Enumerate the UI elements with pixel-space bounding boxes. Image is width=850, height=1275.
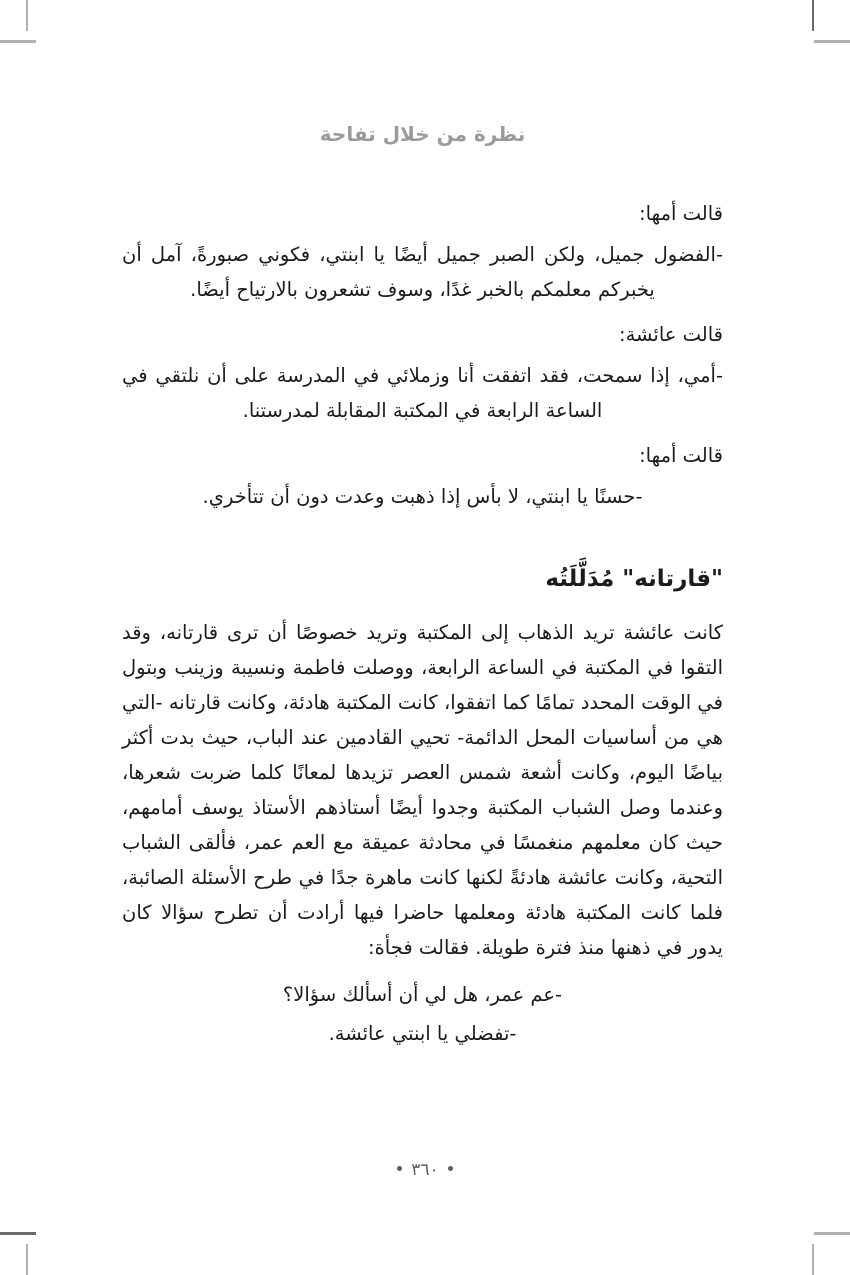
crop-mark-top-right-horizontal: [814, 40, 850, 43]
crop-mark-bottom-right-horizontal: [814, 1232, 850, 1235]
crop-mark-bottom-left-horizontal: [0, 1232, 36, 1235]
speech-paragraph: -أمي، إذا سمحت، فقد اتفقت أنا وزملائي في المدرسة على أن نلتقي في الساعة الرابعة في المكتبة المقابلة لمدرستنا.: [122, 364, 723, 422]
speech-paragraph: -الفضول جميل، ولكن الصبر جميل أيضًا يا ابنتي، فكوني صبورةً، آمل أن يخبركم معلمكم بالخبر غدًا، وسوف تشعرون بالارتياح أيضًا.: [122, 243, 723, 301]
crop-mark-top-right-vertical: [812, 0, 814, 31]
section-heading: "قارتانه" مُدَلَّلَتُه: [545, 566, 723, 592]
crop-mark-bottom-right-vertical: [812, 1244, 814, 1275]
running-header: نظرة من خلال تفاحة: [319, 122, 526, 146]
folio: [0, 1160, 850, 1180]
speech-paragraph: -عم عمر، هل لي أن أسألك سؤالا؟: [282, 982, 563, 1006]
closing-dialogue: [122, 977, 723, 1051]
body-paragraph: كانت عائشة تريد الذهاب إلى المكتبة وتريد خصوصًا أن ترى قارتانه، وقد التقوا في المكتبة في الساعة الرابعة، ووصلت فاطمة ونسيبة وزينب وبتول في الوقت المحدد تمامًا كما اتفقوا، كانت المكتبة هادئة، وكانت قارتانه -التي هي من أساسيات المحل الدائمة- تحيي القادمين عند الباب، حيث بدت أكثر بياضًا اليوم، وكانت أشعة شمس العصر تزيدها لمعانًا كلما ضربت شعرها، وعندما وصل الشباب المكتبة وجدوا أيضًا أستاذهم الأستاذ يوسف أمامهم، حيث كان معلمهم منغمسًا في محادثة عميقة مع العم عمر، فألقى الشباب التحية، وكانت عائشة هادئةً لكنها كانت ماهرة جدًا في طرح الأسئلة الصائبة، فلما كانت المكتبة هادئة ومعلمها حاضرا فيها أرادت أن تطرح سؤالا كان يدور في ذهنها منذ فترة طويلة. فقالت فجأة:: [122, 620, 723, 959]
speech-paragraph: -حسنًا يا ابنتي، لا بأس إذا ذهبت وعدت دون أن تتأخري.: [202, 485, 643, 508]
crop-mark-top-left-vertical: [26, 0, 28, 31]
speaker-line: قالت أمها:: [639, 202, 723, 225]
folio-ornament-right-icon: [448, 1166, 453, 1171]
speech-paragraph: -تفضلي يا ابنتي عائشة.: [328, 1021, 517, 1045]
crop-mark-bottom-left-vertical: [26, 1244, 28, 1275]
body-region: [122, 196, 723, 1055]
page-number: ٣٦٠: [411, 1160, 439, 1180]
crop-mark-top-left-horizontal: [0, 40, 36, 43]
text-block: [122, 0, 723, 1275]
speaker-line: قالت أمها:: [639, 444, 723, 467]
folio-ornament-left-icon: [397, 1166, 402, 1171]
speaker-line: قالت عائشة:: [619, 323, 723, 346]
